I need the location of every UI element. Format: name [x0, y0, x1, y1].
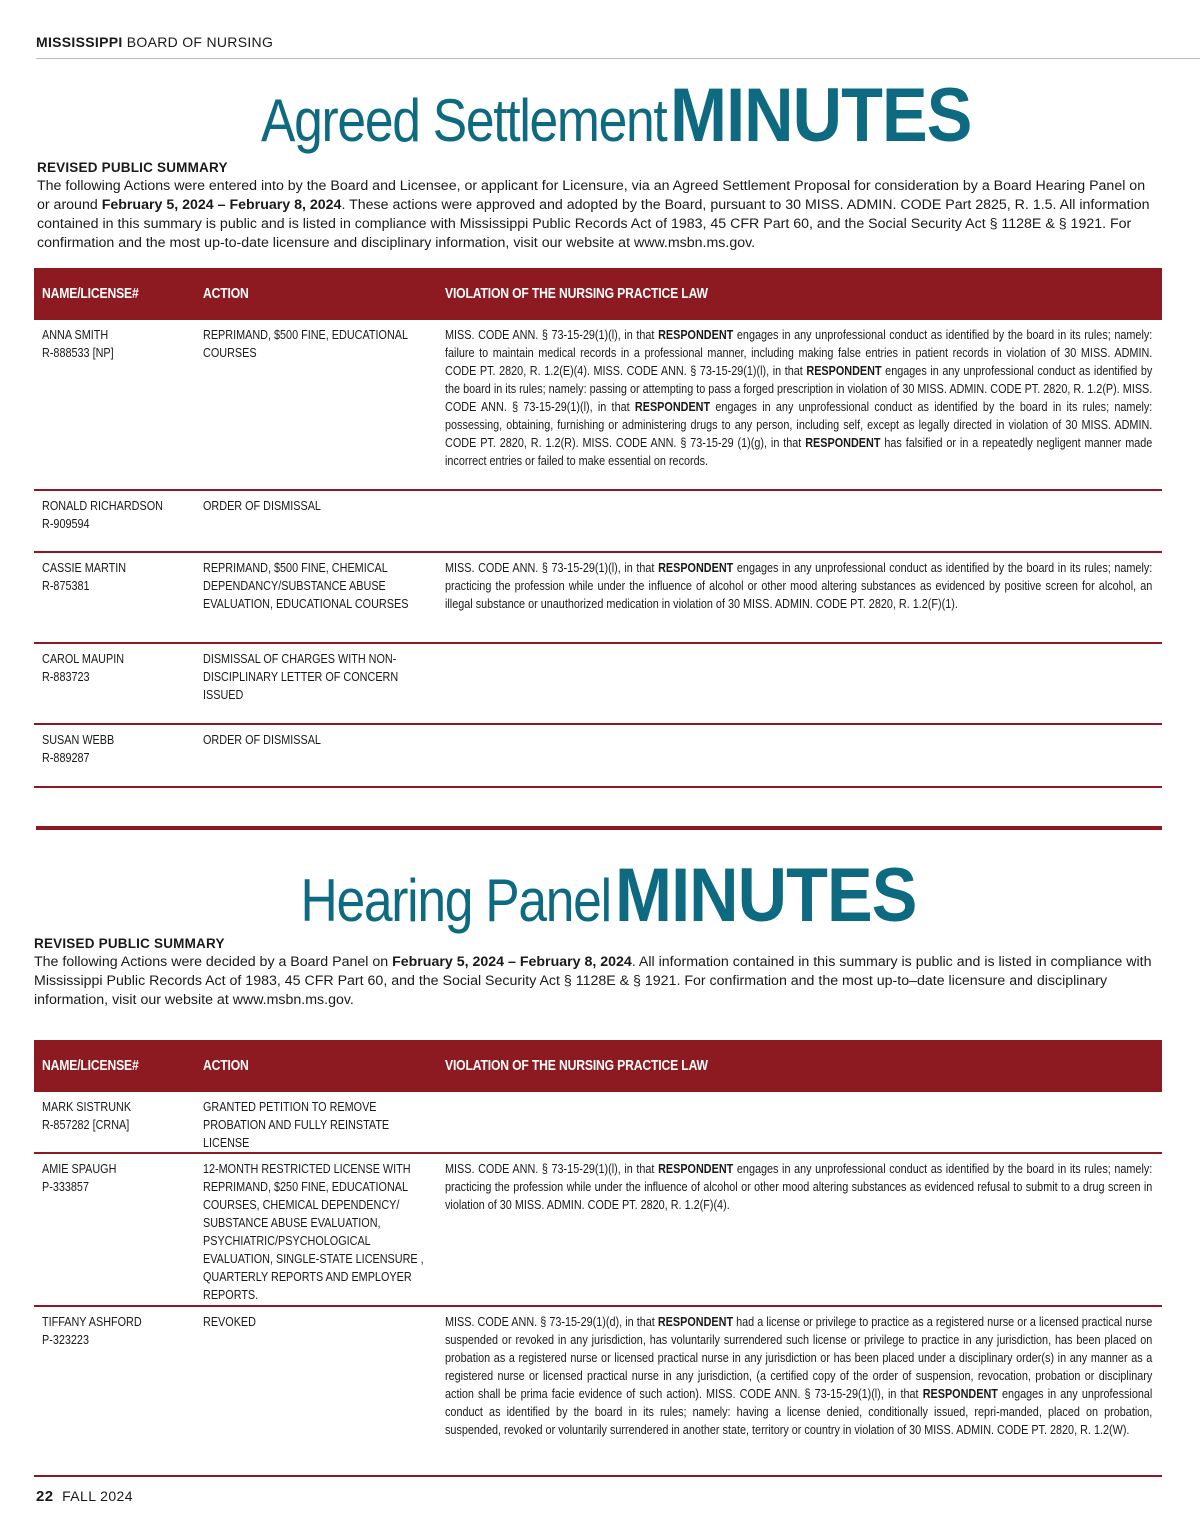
issue-label: FALL 2024: [62, 1488, 133, 1504]
name-license-cell: ANNA SMITH R-888533 [NP]: [34, 320, 195, 490]
violation-cell: [437, 490, 1162, 552]
action-cell: REPRIMAND, $500 FINE, EDUCATIONAL COURSES: [195, 320, 437, 490]
agreed-title-heavy: MINUTES: [670, 73, 972, 158]
col-header-name: NAME/LICENSE#: [34, 268, 195, 320]
action-cell: REVOKED: [195, 1306, 437, 1476]
table-row: [34, 552, 1162, 643]
violation-cell: [437, 643, 1162, 724]
section-divider: [36, 826, 1162, 830]
table-header-row: [34, 1040, 1162, 1092]
agreed-summary-label: REVISED PUBLIC SUMMARY: [37, 160, 228, 175]
hearing-summary-dates: February 5, 2024 – February 8, 2024: [392, 954, 632, 970]
org-name-bold: MISSISSIPPI: [36, 34, 123, 50]
page-number: 22: [36, 1488, 54, 1505]
table-row: [34, 724, 1162, 787]
hearing-summary-text: The following Actions were decided by a Board Panel on February 5, 2024 – February 8, 2024. All information contained in this summary is public and is listed in compliance with Mississippi Public Records Act of 1983, 45 CFR Part 60, and the Social Security Act § 1128E & § 1921. For confirmation and the most up-to–date licensure and disciplinary information, visit our website at www.msbn.ms.gov.: [34, 954, 1152, 1008]
agreed-settlement-title: [0, 72, 1200, 159]
agreed-summary: [37, 158, 1157, 253]
header-rule: [36, 58, 1200, 59]
name-license-cell: MARK SISTRUNK R-857282 [CRNA]: [34, 1092, 195, 1153]
name-license-cell: AMIE SPAUGH P-333857: [34, 1153, 195, 1306]
name-license-cell: SUSAN WEBB R-889287: [34, 724, 195, 787]
name-license-cell: CAROL MAUPIN R-883723: [34, 643, 195, 724]
col-header-name: NAME/LICENSE#: [34, 1040, 195, 1092]
name-license-cell: TIFFANY ASHFORD P-323223: [34, 1306, 195, 1476]
table-row: [34, 1306, 1162, 1476]
col-header-action: ACTION: [195, 268, 437, 320]
table-row: [34, 1092, 1162, 1153]
hearing-summary-label: REVISED PUBLIC SUMMARY: [34, 936, 225, 951]
violation-cell: MISS. CODE ANN. § 73-15-29(1)(l), in that RESPONDENT engages in any unprofessional conduct as identified by the board in its rules; namely: failure to maintain medical records in a professional manner, including making false entries in patient records in violation of 30 MISS. ADMIN. CODE PT. 2820, R. 1.2(E)(4). MISS. CODE ANN. § 73-15-29(1)(l), in that RESPONDENT engages in any unprofessional conduct as identified by the board in its rules; namely: passing or attempting to pass a forged prescription in violation of 30 MISS. ADMIN. CODE PT. 2820, R. 1.2(P). MISS. CODE ANN. § 73-15-29(1)(l), in that RESPONDENT engages in any unprofessional conduct as identified by the board in its rules; namely: possessing, obtaining, furnishing or administering drugs to any person, including self, except as legally directed in violation of 30 MISS. ADMIN. CODE PT. 2820, R. 1.2(R). MISS. CODE ANN. § 73-15-29 (1)(g), in that RESPONDENT has falsified or in a repeatedly negligent manner made incorrect entries or failed to make essential on records.: [437, 320, 1162, 490]
hearing-title-heavy: MINUTES: [615, 853, 917, 938]
page-footer: [36, 1488, 133, 1505]
table-header-row: [34, 268, 1162, 320]
agreed-settlement-table: [34, 268, 1162, 788]
violation-cell: [437, 1092, 1162, 1153]
action-cell: DISMISSAL OF CHARGES WITH NON-DISCIPLINARY LETTER OF CONCERN ISSUED: [195, 643, 437, 724]
violation-cell: MISS. CODE ANN. § 73-15-29(1)(d), in that RESPONDENT had a license or privilege to practice as a registered nurse or a licensed practical nurse suspended or revoked in any jurisdiction, has voluntarily surrendered such license or privilege to practice in any jurisdiction, has been placed on probation as a registered nurse or licensed practical nurse in any jurisdiction or has been placed under a disciplinary order(s) in any manner as a registered nurse or licensed practical nurse in any jurisdiction, (a certified copy of the order of suspension, revocation, probation or disciplinary action shall be prima facie evidence of such action). MISS. CODE ANN. § 73-15-29(1)(l), in that RESPONDENT engages in any unprofessional conduct as identified by the board in its rules; namely: having a license denied, conditionally issued, repri-manded, placed on probation, suspended, revoked or voluntarily surrendered in another state, territory or country in violation of 30 MISS. ADMIN. CODE PT. 2820, R. 1.2(W).: [437, 1306, 1162, 1476]
hearing-summary: [34, 934, 1160, 1010]
hearing-panel-table: [34, 1040, 1162, 1477]
action-cell: REPRIMAND, $500 FINE, CHEMICAL DEPENDANCY/SUBSTANCE ABUSE EVALUATION, EDUCATIONAL COURSES: [195, 552, 437, 643]
agreed-summary-text: The following Actions were entered into by the Board and Licensee, or applicant for Licensure, via an Agreed Settlement Proposal for consideration by a Board Hearing Panel on or around February 5, 2024 – February 8, 2024. These actions were approved and adopted by the Board, pursuant to 30 MISS. ADMIN. CODE Part 2825, R. 1.5. All information contained in this summary is public and is listed in compliance with Mississippi Public Records Act of 1983, 45 CFR Part 60, and the Social Security Act § 1128E & § 1921. For confirmation and the most up-to-date licensure and disciplinary information, visit our website at www.msbn.ms.gov.: [37, 178, 1150, 251]
action-cell: GRANTED PETITION TO REMOVE PROBATION AND FULLY REINSTATE LICENSE: [195, 1092, 437, 1153]
table-row: [34, 320, 1162, 490]
action-cell: ORDER OF DISMISSAL: [195, 490, 437, 552]
violation-cell: MISS. CODE ANN. § 73-15-29(1)(l), in that RESPONDENT engages in any unprofessional conduct as identified by the board in its rules; namely: practicing the profession while under the influence of alcohol or other mood altering substances as evidenced by positive screen for alcohol, an illegal substance or unauthorized medication in violation of 30 MISS. ADMIN. CODE PT. 2820, R. 1.2(F)(1).: [437, 552, 1162, 643]
violation-cell: MISS. CODE ANN. § 73-15-29(1)(l), in that RESPONDENT engages in any unprofessional conduct as identified by the board in its rules; namely: practicing the profession while under the influence of alcohol or other mood altering substances as evidenced refusal to submit to a drug screen in violation of 30 MISS. ADMIN. CODE PT. 2820, R. 1.2(F)(4).: [437, 1153, 1162, 1306]
table-row: [34, 490, 1162, 552]
table-row: [34, 643, 1162, 724]
hearing-panel-title: [0, 852, 1200, 939]
running-head: [36, 34, 273, 50]
name-license-cell: RONALD RICHARDSON R-909594: [34, 490, 195, 552]
agreed-summary-dates: February 5, 2024 – February 8, 2024: [101, 197, 342, 213]
col-header-action: ACTION: [195, 1040, 437, 1092]
action-cell: 12-MONTH RESTRICTED LICENSE WITH REPRIMAND, $250 FINE, EDUCATIONAL COURSES, CHEMICAL DEPENDENCY/ SUBSTANCE ABUSE EVALUATION, PSYCHIATRIC/PSYCHOLOGICAL EVALUATION, SINGLE-STATE LICENSURE , QUARTERLY REPORTS AND EMPLOYER REPORTS.: [195, 1153, 437, 1306]
action-cell: ORDER OF DISMISSAL: [195, 724, 437, 787]
col-header-violation: VIOLATION OF THE NURSING PRACTICE LAW: [437, 268, 1162, 320]
hearing-title-light: Hearing Panel: [300, 867, 611, 934]
agreed-title-light: Agreed Settlement: [260, 87, 666, 154]
col-header-violation: VIOLATION OF THE NURSING PRACTICE LAW: [437, 1040, 1162, 1092]
name-license-cell: CASSIE MARTIN R-875381: [34, 552, 195, 643]
org-name-rest: BOARD OF NURSING: [126, 34, 274, 50]
table-row: [34, 1153, 1162, 1306]
violation-cell: [437, 724, 1162, 787]
